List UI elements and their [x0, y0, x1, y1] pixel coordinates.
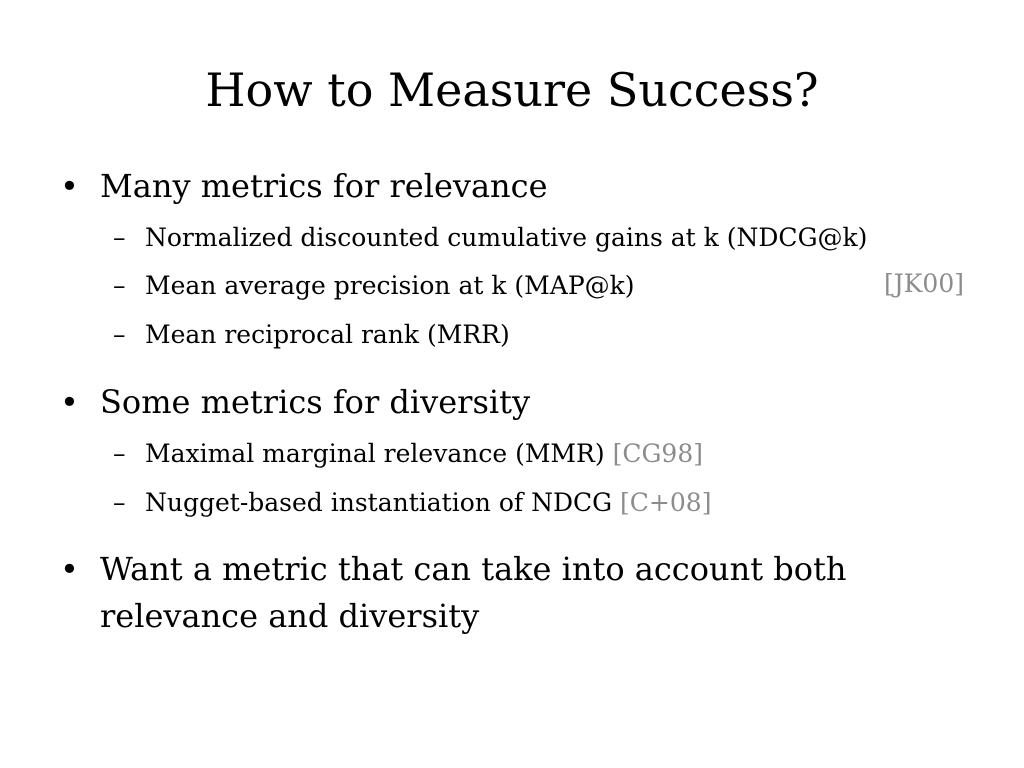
- sub-dash: –: [113, 320, 126, 349]
- sub-text: Mean average precision at k (MAP@k): [145, 271, 635, 300]
- sub-dash: –: [113, 271, 126, 300]
- sub-text: Maximal marginal relevance (MMR): [145, 439, 605, 468]
- bullet-text-line1: Want a metric that can take into account both: [100, 550, 847, 588]
- sub-dash: –: [113, 439, 126, 468]
- bullet-text: Some metrics for diversity: [100, 383, 531, 421]
- bullet-dot: •: [60, 383, 79, 421]
- citation-c08: [C+08]: [620, 488, 712, 517]
- sub-text: Mean reciprocal rank (MRR): [145, 320, 510, 349]
- bullet-dot: •: [60, 550, 79, 588]
- slide-title: How to Measure Success?: [205, 63, 819, 117]
- sub-text: Normalized discounted cumulative gains at k (NDCG@k): [145, 223, 868, 252]
- bullet-text: Many metrics for relevance: [100, 167, 548, 205]
- sub-dash: –: [113, 488, 126, 517]
- bullet-dot: •: [60, 167, 79, 205]
- bullet-text-line2: relevance and diversity: [100, 597, 480, 635]
- sub-text: Nugget-based instantiation of NDCG: [145, 488, 613, 517]
- citation-cg98: [CG98]: [612, 439, 703, 468]
- sub-dash: –: [113, 223, 126, 252]
- citation-jk00: [JK00]: [883, 269, 964, 298]
